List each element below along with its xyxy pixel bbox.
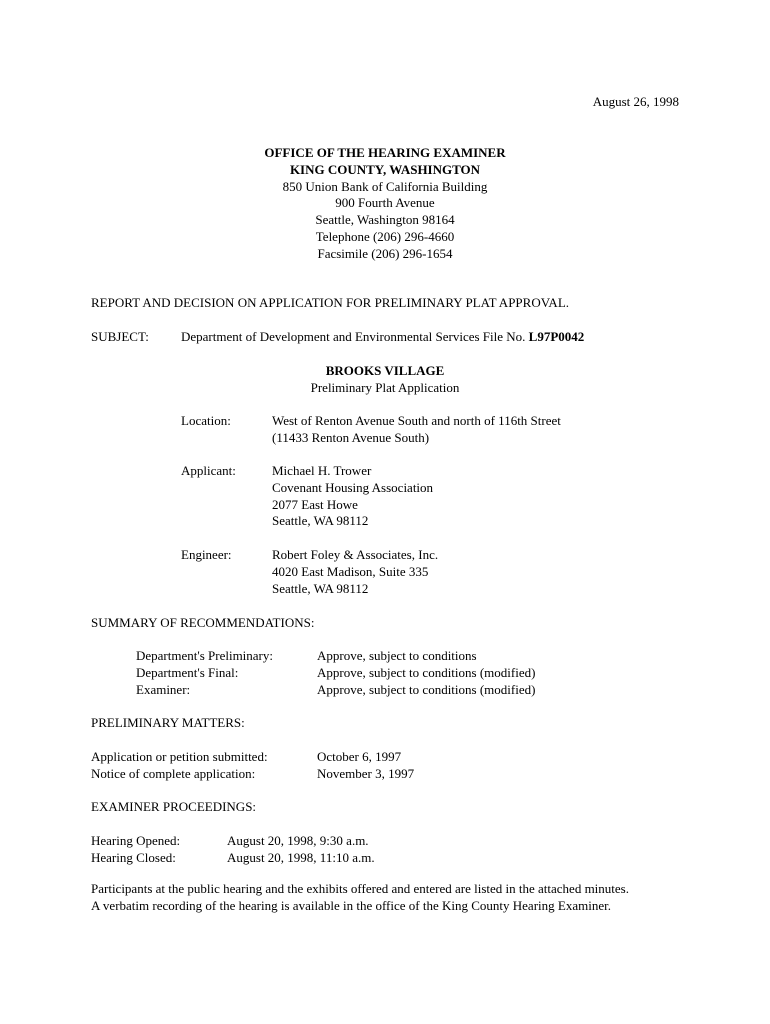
office-telephone: Telephone (206) 296-4660 — [315, 228, 455, 244]
participants-line: A verbatim recording of the hearing is available in the office of the King County Hearing Examiner. — [91, 898, 611, 914]
participants-paragraph — [91, 881, 629, 916]
applicant-line: Seattle, WA 98112 — [272, 513, 369, 529]
subject-description: Department of Development and Environmental Services File No. — [181, 329, 529, 344]
office-name: OFFICE OF THE HEARING EXAMINER — [264, 145, 506, 160]
proceedings-title: EXAMINER PROCEEDINGS: — [91, 799, 257, 814]
summary-labels — [136, 648, 273, 698]
preliminary-title: PRELIMINARY MATTERS: — [91, 715, 245, 730]
summary-title: SUMMARY OF RECOMMENDATIONS: — [91, 615, 315, 630]
summary-value: Approve, subject to conditions (modified) — [317, 681, 536, 697]
proceedings-label: Hearing Closed: — [91, 849, 176, 865]
engineer-label: Engineer: — [181, 547, 232, 562]
summary-value: Approve, subject to conditions (modified) — [317, 664, 536, 680]
office-city: Seattle, Washington 98164 — [315, 212, 455, 228]
proceedings-label: Hearing Opened: — [91, 833, 181, 848]
preliminary-value: November 3, 1997 — [317, 765, 415, 781]
project-heading — [0, 363, 770, 397]
summary-label: Examiner: — [136, 681, 191, 697]
proceedings-value: August 20, 1998, 11:10 a.m. — [227, 849, 375, 865]
report-title: REPORT AND DECISION ON APPLICATION FOR PRELIMINARY PLAT APPROVAL. — [91, 295, 570, 310]
applicant-value — [272, 463, 433, 530]
proceedings-labels — [91, 833, 180, 867]
engineer-line: Seattle, WA 98112 — [272, 580, 369, 596]
engineer-line: Robert Foley & Associates, Inc. — [272, 547, 439, 562]
summary-value: Approve, subject to conditions — [317, 648, 477, 663]
location-value — [272, 413, 561, 447]
location-line: West of Renton Avenue South and north of 116th Street — [272, 413, 561, 428]
project-type: Preliminary Plat Application — [310, 379, 460, 395]
project-name: BROOKS VILLAGE — [325, 363, 445, 378]
proceedings-value: August 20, 1998, 9:30 a.m. — [227, 833, 369, 848]
file-number: L97P0042 — [528, 329, 585, 344]
preliminary-label: Application or petition submitted: — [91, 749, 268, 764]
report-date: August 26, 1998 — [592, 94, 679, 109]
preliminary-labels — [91, 749, 268, 783]
proceedings-values — [227, 833, 375, 867]
subject-label: SUBJECT: — [91, 329, 149, 344]
office-building: 850 Union Bank of California Building — [282, 178, 488, 194]
summary-label: Department's Preliminary: — [136, 648, 274, 663]
summary-values — [317, 648, 535, 698]
office-facsimile: Facsimile (206) 296-1654 — [317, 245, 453, 261]
applicant-label: Applicant: — [181, 463, 236, 478]
preliminary-label: Notice of complete application: — [91, 765, 256, 781]
office-county: KING COUNTY, WASHINGTON — [289, 161, 481, 177]
engineer-line: 4020 East Madison, Suite 335 — [272, 563, 429, 579]
applicant-line: 2077 East Howe — [272, 496, 358, 512]
applicant-line: Covenant Housing Association — [272, 479, 434, 495]
location-label: Location: — [181, 413, 231, 428]
engineer-value — [272, 547, 438, 597]
preliminary-value: October 6, 1997 — [317, 749, 402, 764]
summary-label: Department's Final: — [136, 664, 239, 680]
participants-line: Participants at the public hearing and the exhibits offered and entered are listed in the attached minutes. — [91, 881, 629, 896]
applicant-line: Michael H. Trower — [272, 463, 372, 478]
office-header — [0, 145, 770, 263]
preliminary-values — [317, 749, 414, 783]
subject-text — [181, 329, 584, 346]
office-street: 900 Fourth Avenue — [335, 195, 435, 211]
location-line: (11433 Renton Avenue South) — [272, 429, 430, 445]
